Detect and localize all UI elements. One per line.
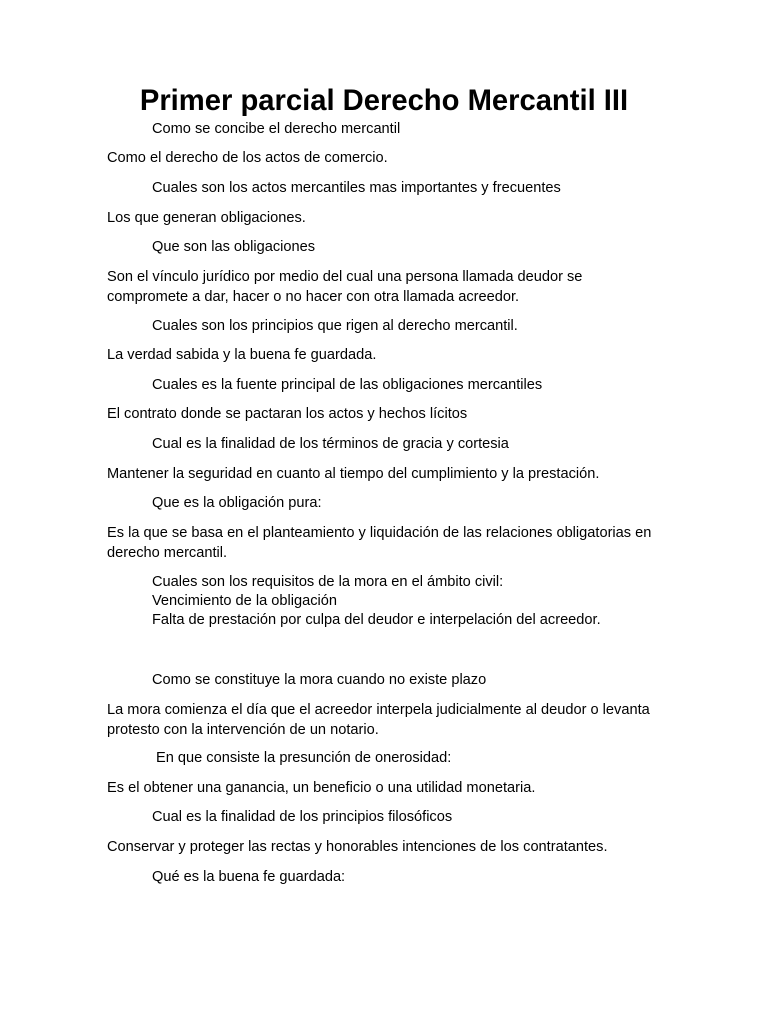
answer-text: Son el vínculo jurídico por medio del cual una persona llamada deudor se compromete a dar, hacer o no hacer con otra llamada acreedor. [107,269,583,305]
answer-text: Mantener la seguridad en cuanto al tiempo del cumplimiento y la prestación. [107,466,600,482]
question-text: Como se constituye la mora cuando no existe plazo [152,672,487,688]
question-text: Como se concibe el derecho mercantil [152,121,401,137]
answer-text: Es la que se basa en el planteamiento y liquidación de las relaciones obligatorias en derecho mercantil. [107,525,652,561]
question-text: Cual es la finalidad de los términos de gracia y cortesia [152,436,509,452]
question-text: Cuales es la fuente principal de las obligaciones mercantiles [152,377,543,393]
page-title: Primer parcial Derecho Mercantil III [139,85,629,117]
question-text: Cuales son los requisitos de la mora en el ámbito civil: [152,574,504,590]
answer-text: El contrato donde se pactaran los actos y hechos lícitos [107,406,468,422]
question-text: Qué es la buena fe guardada: [152,869,346,885]
question-text: En que consiste la presunción de onerosidad: [156,750,452,766]
question-text: Cuales son los actos mercantiles mas importantes y frecuentes [152,180,561,196]
question-text: Que son las obligaciones [152,239,316,255]
answer-text: Es el obtener una ganancia, un beneficio o una utilidad monetaria. [107,780,536,796]
bullet-text: Falta de prestación por culpa del deudor e interpelación del acreedor. [152,612,601,628]
answer-text: La mora comienza el día que el acreedor interpela judicialmente al deudor o levanta protesto con la intervención de un notario. [107,702,650,738]
question-text: Cuales son los principios que rigen al derecho mercantil. [152,318,518,334]
answer-text: Conservar y proteger las rectas y honorables intenciones de los contratantes. [107,839,608,855]
question-text: Cual es la finalidad de los principios filosóficos [152,809,453,825]
answer-text: Como el derecho de los actos de comercio. [107,150,388,166]
question-text: Que es la obligación pura: [152,495,322,511]
bullet-text: Vencimiento de la obligación [152,593,337,609]
answer-text: La verdad sabida y la buena fe guardada. [107,347,377,363]
answer-text: Los que generan obligaciones. [107,210,306,226]
